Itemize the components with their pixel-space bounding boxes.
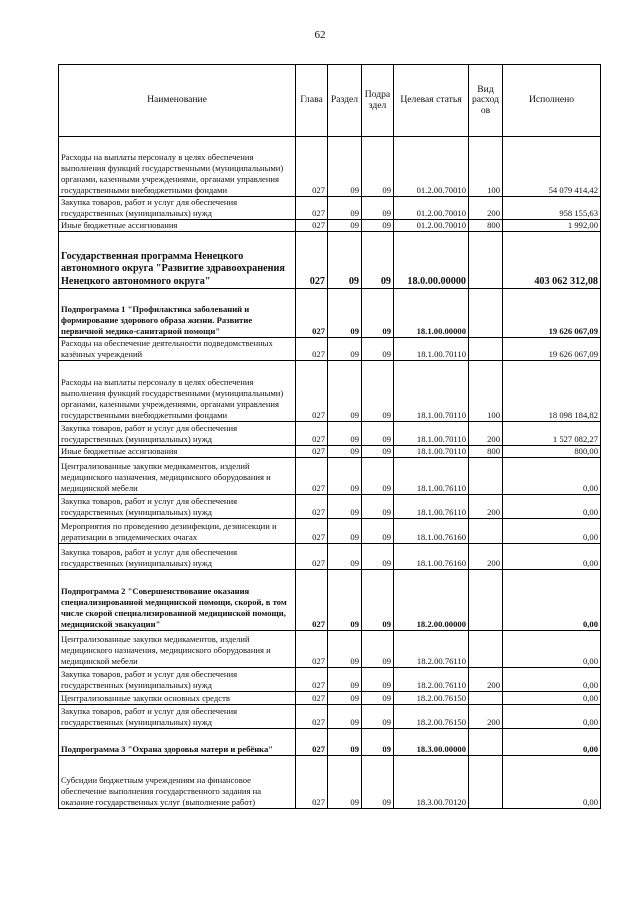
cell-article: 18.2.00.76150: [394, 705, 469, 729]
cell-article: 18.2.00.76110: [394, 631, 469, 668]
cell-podrazdel: 09: [362, 544, 394, 570]
cell-article: 01.2.00.70010: [394, 197, 469, 220]
cell-razdel: 09: [328, 756, 362, 809]
cell-glava: 027: [296, 544, 328, 570]
cell-name: Централизованные закупки основных средств: [59, 692, 296, 705]
col-header-razdel: Раздел: [328, 65, 362, 137]
cell-name: Мероприятия по проведению дезинфекции, дезинсекции и дератизации в эпидемических очагах: [59, 519, 296, 544]
cell-vid: [469, 729, 503, 756]
cell-amount: 0,00: [503, 729, 601, 756]
table-row: [59, 570, 601, 631]
cell-vid: [469, 692, 503, 705]
cell-name: Централизованные закупки медикаментов, изделий медицинского назначения, медицинского оборудования и медицинской мебели: [59, 458, 296, 495]
cell-glava: 027: [296, 631, 328, 668]
col-header-executed: Исполнено: [503, 65, 601, 137]
cell-glava: 027: [296, 220, 328, 232]
cell-amount: 0,00: [503, 458, 601, 495]
cell-name: Подпрограмма 1 "Профилактика заболеваний и формирование здорового образа жизни. Развитие первичной медико-санитарной помощи": [59, 289, 296, 338]
budget-execution-table: [58, 64, 601, 809]
cell-vid: [469, 570, 503, 631]
col-header-glava: Глава: [296, 65, 328, 137]
table-row: [59, 729, 601, 756]
cell-podrazdel: 09: [362, 137, 394, 197]
cell-razdel: 09: [328, 220, 362, 232]
cell-podrazdel: 09: [362, 705, 394, 729]
cell-razdel: 09: [328, 668, 362, 692]
table-row: [59, 631, 601, 668]
cell-razdel: 09: [328, 705, 362, 729]
cell-glava: 027: [296, 289, 328, 338]
cell-vid: 100: [469, 361, 503, 422]
cell-vid: 200: [469, 705, 503, 729]
cell-glava: 027: [296, 232, 328, 289]
cell-podrazdel: 09: [362, 220, 394, 232]
cell-razdel: 09: [328, 361, 362, 422]
table-row: [59, 338, 601, 361]
cell-podrazdel: 09: [362, 197, 394, 220]
cell-vid: 200: [469, 495, 503, 519]
cell-article: 18.0.00.00000: [394, 232, 469, 289]
cell-podrazdel: 09: [362, 631, 394, 668]
cell-article: 18.1.00.70110: [394, 422, 469, 446]
table-row: [59, 220, 601, 232]
cell-podrazdel: 09: [362, 756, 394, 809]
cell-vid: 200: [469, 197, 503, 220]
cell-amount: 18 098 184,82: [503, 361, 601, 422]
cell-glava: 027: [296, 668, 328, 692]
cell-article: 18.1.00.70110: [394, 338, 469, 361]
cell-glava: 027: [296, 422, 328, 446]
cell-article: 18.1.00.76110: [394, 458, 469, 495]
cell-razdel: 09: [328, 631, 362, 668]
cell-podrazdel: 09: [362, 495, 394, 519]
cell-article: 18.1.00.76110: [394, 495, 469, 519]
cell-vid: 100: [469, 137, 503, 197]
cell-podrazdel: 09: [362, 446, 394, 458]
cell-razdel: 09: [328, 570, 362, 631]
cell-vid: [469, 338, 503, 361]
cell-glava: 027: [296, 692, 328, 705]
cell-razdel: 09: [328, 232, 362, 289]
cell-glava: 027: [296, 197, 328, 220]
cell-vid: [469, 631, 503, 668]
table-row: [59, 544, 601, 570]
table-row: [59, 197, 601, 220]
cell-razdel: 09: [328, 197, 362, 220]
cell-article: 18.1.00.70110: [394, 446, 469, 458]
cell-article: 18.1.00.76160: [394, 519, 469, 544]
cell-name: Расходы на выплаты персоналу в целях обеспечения выполнения функций государственными (муниципальными) органами, казенными учреждениями, органами управления государственными внебюджетными фондами: [59, 361, 296, 422]
cell-article: 01.2.00.70010: [394, 220, 469, 232]
cell-article: 18.2.00.00000: [394, 570, 469, 631]
cell-amount: 800,00: [503, 446, 601, 458]
cell-razdel: 09: [328, 422, 362, 446]
cell-article: 18.3.00.00000: [394, 729, 469, 756]
cell-podrazdel: 09: [362, 570, 394, 631]
cell-podrazdel: 09: [362, 338, 394, 361]
cell-article: 18.2.00.76110: [394, 668, 469, 692]
cell-amount: 0,00: [503, 570, 601, 631]
table-row: [59, 361, 601, 422]
table-row: [59, 668, 601, 692]
cell-amount: 0,00: [503, 756, 601, 809]
col-header-podrazdel: Подра здел: [362, 65, 394, 137]
cell-podrazdel: 09: [362, 422, 394, 446]
cell-name: Иные бюджетные ассигнования: [59, 220, 296, 232]
cell-razdel: 09: [328, 495, 362, 519]
cell-article: 18.2.00.76150: [394, 692, 469, 705]
table-row: [59, 289, 601, 338]
col-header-name: Наименование: [59, 65, 296, 137]
cell-name: Расходы на выплаты персоналу в целях обеспечения выполнения функций государственными (муниципальными) органами, казенными учреждениями, органами управления государственными внебюджетными фондами: [59, 137, 296, 197]
cell-podrazdel: 09: [362, 458, 394, 495]
cell-razdel: 09: [328, 729, 362, 756]
cell-vid: [469, 289, 503, 338]
cell-glava: 027: [296, 570, 328, 631]
cell-article: 18.3.00.70120: [394, 756, 469, 809]
cell-amount: 0,00: [503, 519, 601, 544]
cell-glava: 027: [296, 137, 328, 197]
cell-podrazdel: 09: [362, 289, 394, 338]
cell-amount: 958 155,63: [503, 197, 601, 220]
cell-amount: 0,00: [503, 668, 601, 692]
cell-podrazdel: 09: [362, 692, 394, 705]
col-header-expense-type: Вид расход ов: [469, 65, 503, 137]
cell-article: 18.1.00.00000: [394, 289, 469, 338]
table-row: [59, 756, 601, 809]
cell-name: Иные бюджетные ассигнования: [59, 446, 296, 458]
table-row: [59, 137, 601, 197]
cell-name: Закупка товаров, работ и услуг для обеспечения государственных (муниципальных) нужд: [59, 705, 296, 729]
cell-podrazdel: 09: [362, 519, 394, 544]
cell-podrazdel: 09: [362, 232, 394, 289]
cell-amount: 1 527 082,27: [503, 422, 601, 446]
cell-razdel: 09: [328, 519, 362, 544]
cell-name: Закупка товаров, работ и услуг для обеспечения государственных (муниципальных) нужд: [59, 668, 296, 692]
cell-article: 18.1.00.70110: [394, 361, 469, 422]
cell-vid: 200: [469, 422, 503, 446]
cell-name: Подпрограмма 2 "Совершенствование оказания специализированной медицинской помощи, скорой, в том числе скорой специализированной медицинской помощи, медицинской эвакуации": [59, 570, 296, 631]
cell-podrazdel: 09: [362, 668, 394, 692]
cell-amount: 0,00: [503, 692, 601, 705]
cell-podrazdel: 09: [362, 361, 394, 422]
cell-glava: 027: [296, 361, 328, 422]
cell-name: Государственная программа Ненецкого автономного округа "Развитие здравоохранения Ненецкого автономного округа": [59, 232, 296, 289]
cell-glava: 027: [296, 519, 328, 544]
cell-razdel: 09: [328, 446, 362, 458]
table-row: [59, 692, 601, 705]
table-row: [59, 458, 601, 495]
cell-amount: 19 626 067,09: [503, 338, 601, 361]
cell-vid: 800: [469, 220, 503, 232]
cell-glava: 027: [296, 446, 328, 458]
cell-glava: 027: [296, 495, 328, 519]
col-header-target-article: Целевая статья: [394, 65, 469, 137]
cell-glava: 027: [296, 705, 328, 729]
cell-glava: 027: [296, 756, 328, 809]
cell-vid: [469, 519, 503, 544]
table-row: [59, 519, 601, 544]
cell-razdel: 09: [328, 458, 362, 495]
cell-vid: 200: [469, 544, 503, 570]
cell-vid: 200: [469, 668, 503, 692]
cell-vid: [469, 232, 503, 289]
table-row: [59, 422, 601, 446]
table-row: [59, 705, 601, 729]
cell-name: Закупка товаров, работ и услуг для обеспечения государственных (муниципальных) нужд: [59, 422, 296, 446]
cell-name: Расходы на обеспечение деятельности подведомственных казённых учреждений: [59, 338, 296, 361]
cell-name: Централизованные закупки медикаментов, изделий медицинского назначения, медицинского оборудования и медицинской мебели: [59, 631, 296, 668]
cell-article: 01.2.00.70010: [394, 137, 469, 197]
cell-amount: 1 992,00: [503, 220, 601, 232]
cell-vid: [469, 756, 503, 809]
cell-razdel: 09: [328, 137, 362, 197]
cell-razdel: 09: [328, 692, 362, 705]
cell-razdel: 09: [328, 544, 362, 570]
cell-podrazdel: 09: [362, 729, 394, 756]
table-row: [59, 232, 601, 289]
cell-article: 18.1.00.76160: [394, 544, 469, 570]
table-header-row: [59, 65, 601, 137]
cell-name: Закупка товаров, работ и услуг для обеспечения государственных (муниципальных) нужд: [59, 197, 296, 220]
cell-amount: 54 079 414,42: [503, 137, 601, 197]
cell-amount: 0,00: [503, 631, 601, 668]
table-row: [59, 446, 601, 458]
page-number: 62: [314, 29, 326, 41]
cell-name: Закупка товаров, работ и услуг для обеспечения государственных (муниципальных) нужд: [59, 495, 296, 519]
cell-amount: 403 062 312,08: [503, 232, 601, 289]
cell-glava: 027: [296, 729, 328, 756]
cell-glava: 027: [296, 338, 328, 361]
cell-razdel: 09: [328, 338, 362, 361]
cell-name: Подпрограмма 3 "Охрана здоровья матери и ребёнка": [59, 729, 296, 756]
cell-amount: 0,00: [503, 544, 601, 570]
cell-glava: 027: [296, 458, 328, 495]
cell-amount: 19 626 067,09: [503, 289, 601, 338]
cell-razdel: 09: [328, 289, 362, 338]
cell-name: Субсидии бюджетным учреждениям на финансовое обеспечение выполнения государственного задания на оказание государственных услуг (выполнение работ): [59, 756, 296, 809]
cell-vid: [469, 458, 503, 495]
table-row: [59, 495, 601, 519]
cell-vid: 800: [469, 446, 503, 458]
cell-amount: 0,00: [503, 495, 601, 519]
cell-name: Закупка товаров, работ и услуг для обеспечения государственных (муниципальных) нужд: [59, 544, 296, 570]
cell-amount: 0,00: [503, 705, 601, 729]
